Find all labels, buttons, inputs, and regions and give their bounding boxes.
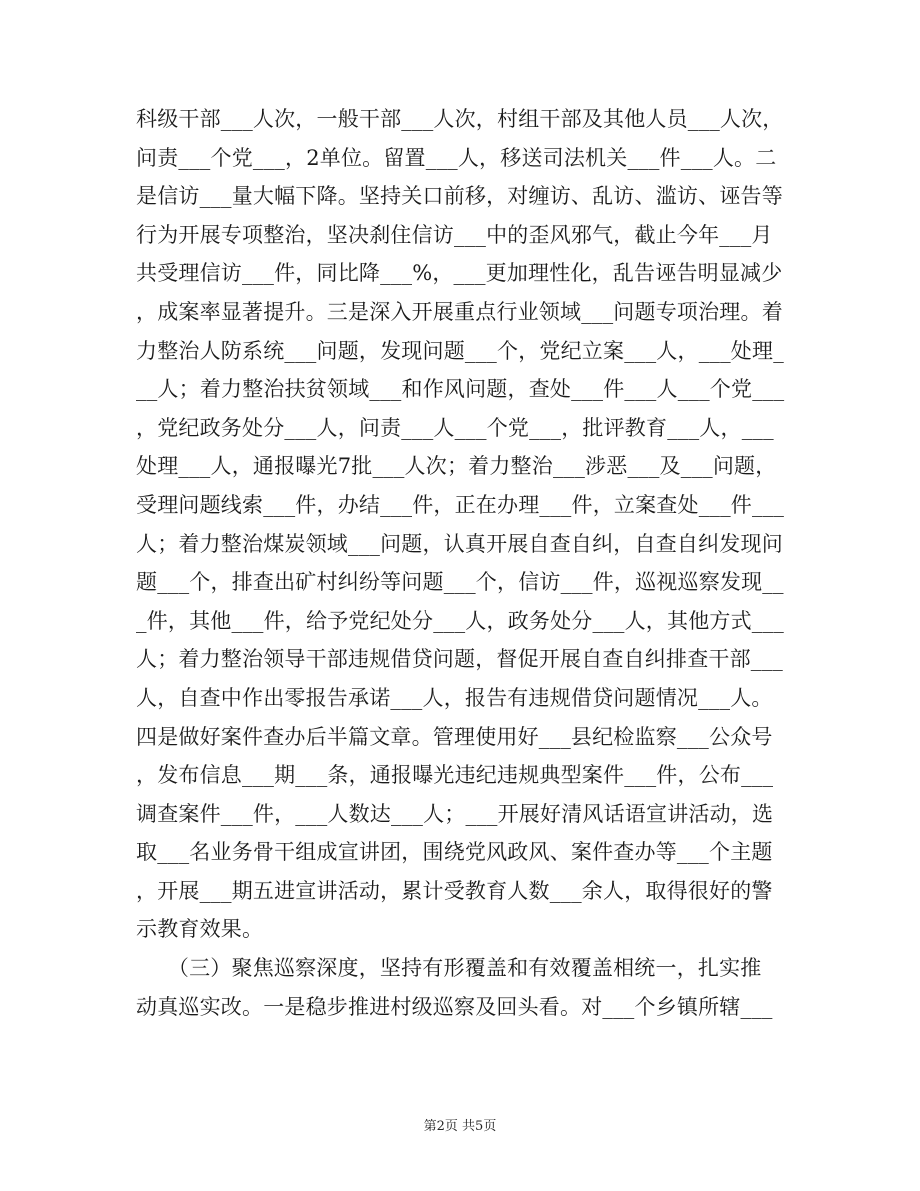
text-line: 动真巡实改。一是稳步推进村级巡察及回头看。对___个乡镇所辖___ [136,994,773,1019]
text-line: 人，自查中作出零报告承诺___人，报告有违规借贷问题情况___人。 [136,685,773,710]
text-line: 人；着力整治煤炭领域___问题，认真开展自查自纠，自查自纠发现问 [136,531,783,556]
text-line: 人；着力整治领导干部违规借贷问题，督促开展自查自纠排查干部___ [136,647,783,672]
text-line: 示教育效果。 [136,917,264,942]
text-line: _件，其他___件，给予党纪处分___人，政务处分___人，其他方式___ [136,608,784,633]
text-line: 科级干部___人次，一般干部___人次，村组干部及其他人员___人次， [136,107,784,131]
text-line: 处理___人，通报曝光7批___人次；着力整治___涉恶___及___问题， [136,454,777,479]
text-line: 题___个，排查出矿村纠纷等问题___个，信访___件，巡视巡察发现__ [136,570,784,595]
text-line: 取___名业务骨干组成宣讲团，围绕党风政风、案件查办等___个主题 [136,840,773,865]
page-number-footer: 第2页 共5页 [423,1119,497,1134]
text-line: 四是做好案件查办后半篇文章。管理使用好___县纪检监察___公众号 [136,724,773,749]
text-line: ，发布信息___期___条，通报曝光违纪违规典型案件___件，公布___ [136,763,774,788]
text-line: ，开展___期五进宣讲活动，累计受教育人数___余人，取得很好的警 [136,878,773,903]
text-line: ，成案率显著提升。三是深入开展重点行业领域___问题专项治理。着 [136,299,783,324]
text-line: ，党纪政务处分___人，问责___人___个党___，批评教育___人，___ [136,415,774,440]
text-line: 问责___个党___，2单位。留置___人，移送司法机关___件___人。二 [136,145,777,170]
text-line: 是信访___量大幅下降。坚持关口前移，对缠访、乱访、滥访、诬告等 [136,184,783,209]
text-line: 行为开展专项整治，坚决刹住信访___中的歪风邪气，截止今年___月 [136,222,773,247]
section-heading-line: （三）聚焦巡察深度，坚持有形覆盖和有效覆盖相统一，扎实推 [136,956,762,981]
text-line: 力整治人防系统___问题，发现问题___个，党纪立案___人，___处理_ [136,338,784,363]
document-body [136,100,796,1026]
text-line: 受理问题线索___件，办结___件，正在办理___件，立案查处___件___ [136,492,785,517]
text-line: __人；着力整治扶贫领域___和作风问题，查处___件___人___个党___ [136,377,785,402]
text-line: 调查案件___件，___人数达___人；___开展好清风话语宣讲活动，选 [136,801,774,826]
text-line: 共受理信访___件，同比降___%，___更加理性化，乱告诬告明显减少 [136,261,783,286]
